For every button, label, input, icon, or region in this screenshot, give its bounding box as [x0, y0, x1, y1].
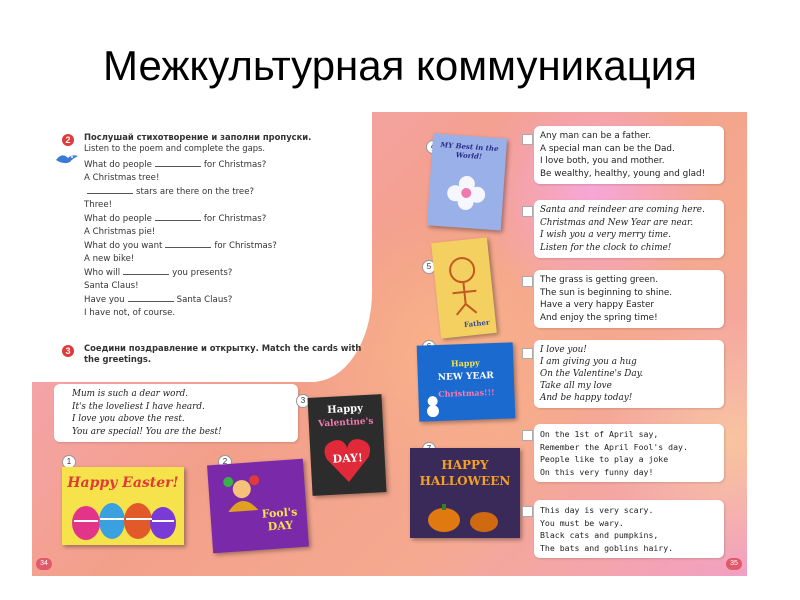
verse-line: A special man can be the Dad. [540, 143, 675, 154]
verse-love [534, 340, 724, 408]
card-newyear-line1: Happy [450, 357, 480, 369]
instruction-ru: Послушай стихотворение и заполни пропуски. [84, 132, 312, 142]
match-checkbox-love[interactable] [522, 348, 533, 359]
poem-line [84, 266, 277, 280]
card-halloween-line2: HALLOWEEN [419, 474, 511, 488]
card-mother[interactable] [427, 134, 507, 231]
slide-title: Межкультурная коммуникация [102, 42, 698, 89]
exercise-3-badge: 3 [62, 345, 74, 357]
poem-text: for Christmas? [203, 214, 267, 224]
match-checkbox-april[interactable] [522, 430, 533, 441]
match-checkbox-scary[interactable] [522, 506, 533, 517]
gap-blank[interactable] [155, 212, 201, 221]
verse-santa [534, 200, 724, 258]
poem-line [84, 199, 277, 212]
card-easter-text: Happy Easter! [67, 475, 179, 491]
easter-eggs-icon [68, 497, 180, 541]
verse-scary [534, 500, 724, 558]
verse-line: Mum is such a dear word. [72, 389, 189, 399]
card-newyear-line3: Christmas!!! [438, 387, 495, 399]
verse-line: Any man can be a father. [540, 131, 652, 141]
poem-text: Who will [84, 268, 121, 278]
dad-drawing-icon [438, 250, 488, 318]
verse-line: Remember the April Fool's day. [540, 441, 688, 452]
poem-text: you presents? [172, 268, 233, 278]
exercise-2-badge: 2 [62, 134, 74, 146]
poem-line [84, 158, 277, 172]
poem-line [84, 253, 277, 266]
poem-text: A Christmas tree! [84, 173, 160, 183]
card-valentine-line2: Valentine's [317, 416, 374, 430]
poem-line [84, 280, 277, 293]
verse-line: On the Valentine's Day. [540, 369, 644, 379]
poem-text: Santa Claus? [176, 295, 233, 305]
poem-line [84, 239, 277, 253]
card-fools-text: Fool's DAY [261, 505, 298, 534]
verse-line: Santa and reindeer are coming here. [540, 205, 705, 215]
poem [84, 158, 277, 320]
verse-line: I am giving you a hug [540, 357, 637, 367]
card-new-year[interactable] [417, 342, 516, 421]
match-checkbox-santa[interactable] [522, 206, 533, 217]
poem-text: for Christmas? [203, 160, 267, 170]
verse-line: The grass is getting green. [540, 275, 659, 285]
verse-line: Take all my love [540, 381, 612, 391]
verse-line: Black cats and pumpkins, [540, 530, 659, 540]
card-newyear-line2: NEW YEAR [437, 371, 495, 383]
page-number-right: 35 [726, 558, 742, 570]
card-1-number: 1 [62, 455, 76, 469]
poem-line [84, 185, 277, 199]
verse-line: The bats and goblins hairy. [540, 542, 674, 553]
poem-line [84, 226, 277, 239]
poem-text: What do people [84, 160, 152, 170]
card-valentine[interactable] [307, 394, 386, 496]
card-valentine-line3: DAY! [332, 451, 364, 466]
page-number-left: 34 [36, 558, 52, 570]
flower-icon [442, 168, 491, 217]
verse-line: I love you! [540, 345, 587, 355]
poem-text: A Christmas pie! [84, 227, 156, 237]
poem-text: Santa Claus! [84, 281, 139, 291]
poem-text: What do people [84, 214, 152, 224]
card-halloween-line1: HAPPY [441, 458, 489, 472]
instruction-en: Listen to the poem and complete the gaps. [84, 143, 266, 153]
card-father[interactable] [431, 237, 497, 338]
poem-line [84, 212, 277, 226]
gap-blank[interactable] [165, 239, 211, 248]
poem-line [84, 293, 277, 307]
snowman-icon [422, 395, 443, 418]
card-2-number: 2 [218, 455, 232, 469]
verse-line: Christmas and New Year are near. [540, 217, 694, 228]
verse-line: And enjoy the spring time! [540, 312, 658, 323]
card-valentine-line1: Happy [327, 403, 364, 416]
verse-line: It's the loveliest I have heard. [72, 401, 205, 412]
exercise-2-instruction [84, 132, 311, 154]
verse-line: This day is very scary. [540, 505, 654, 515]
poem-text: What do you want [84, 241, 163, 251]
verse-mum [54, 384, 298, 442]
poem-text: Have you [84, 295, 125, 305]
verse-line: Have a very happy Easter [540, 300, 654, 310]
verse-father [534, 126, 724, 184]
verse-line: And be happy today! [540, 393, 633, 403]
card-father-text: Father [463, 317, 490, 330]
card-3-number: 3 [296, 394, 310, 408]
exercise-3-instruction: Соедини поздравление и открытку. Match the cards with the greetings. [84, 343, 362, 364]
card-5-number: 5 [422, 260, 436, 274]
poem-line [84, 307, 277, 320]
verse-line: Listen for the clock to chime! [540, 242, 672, 253]
gap-blank[interactable] [155, 158, 201, 167]
verse-line: The sun is beginning to shine. [540, 287, 673, 298]
verse-april [534, 424, 724, 482]
verse-line: On this very funny day! [540, 466, 654, 477]
card-halloween[interactable] [410, 448, 520, 538]
gap-blank[interactable] [123, 266, 169, 275]
poem-text: I have not, of course. [84, 308, 176, 318]
poem-line [84, 172, 277, 185]
verse-line: You are special! You are the best! [72, 426, 222, 437]
verse-line: You must be wary. [540, 517, 624, 528]
verse-line: Be wealthy, healthy, young and glad! [540, 168, 706, 179]
verse-line: I wish you a very merry time. [540, 230, 671, 240]
verse-grass [534, 270, 724, 328]
verse-line: I love both, you and mother. [540, 156, 665, 166]
gap-blank[interactable] [87, 185, 133, 194]
gap-blank[interactable] [128, 293, 174, 302]
match-checkbox-grass[interactable] [522, 276, 533, 287]
verse-line: On the 1st of April say, [540, 429, 659, 439]
card-fools-day[interactable] [207, 459, 309, 553]
poem-text: A new bike! [84, 254, 135, 264]
poem-text: Three! [84, 200, 113, 210]
verse-line: I love you above the rest. [72, 414, 185, 424]
card-mother-text: MY Best in the World! [440, 140, 499, 161]
textbook-spread [32, 112, 747, 576]
poem-text: for Christmas? [214, 241, 277, 251]
bird-icon [54, 150, 80, 166]
card-easter[interactable] [62, 467, 184, 545]
poem-text: stars are there on the tree? [136, 187, 255, 197]
match-checkbox-father[interactable] [522, 134, 533, 145]
verse-line: People like to play a joke [540, 454, 669, 464]
pumpkin-icon [420, 500, 510, 534]
